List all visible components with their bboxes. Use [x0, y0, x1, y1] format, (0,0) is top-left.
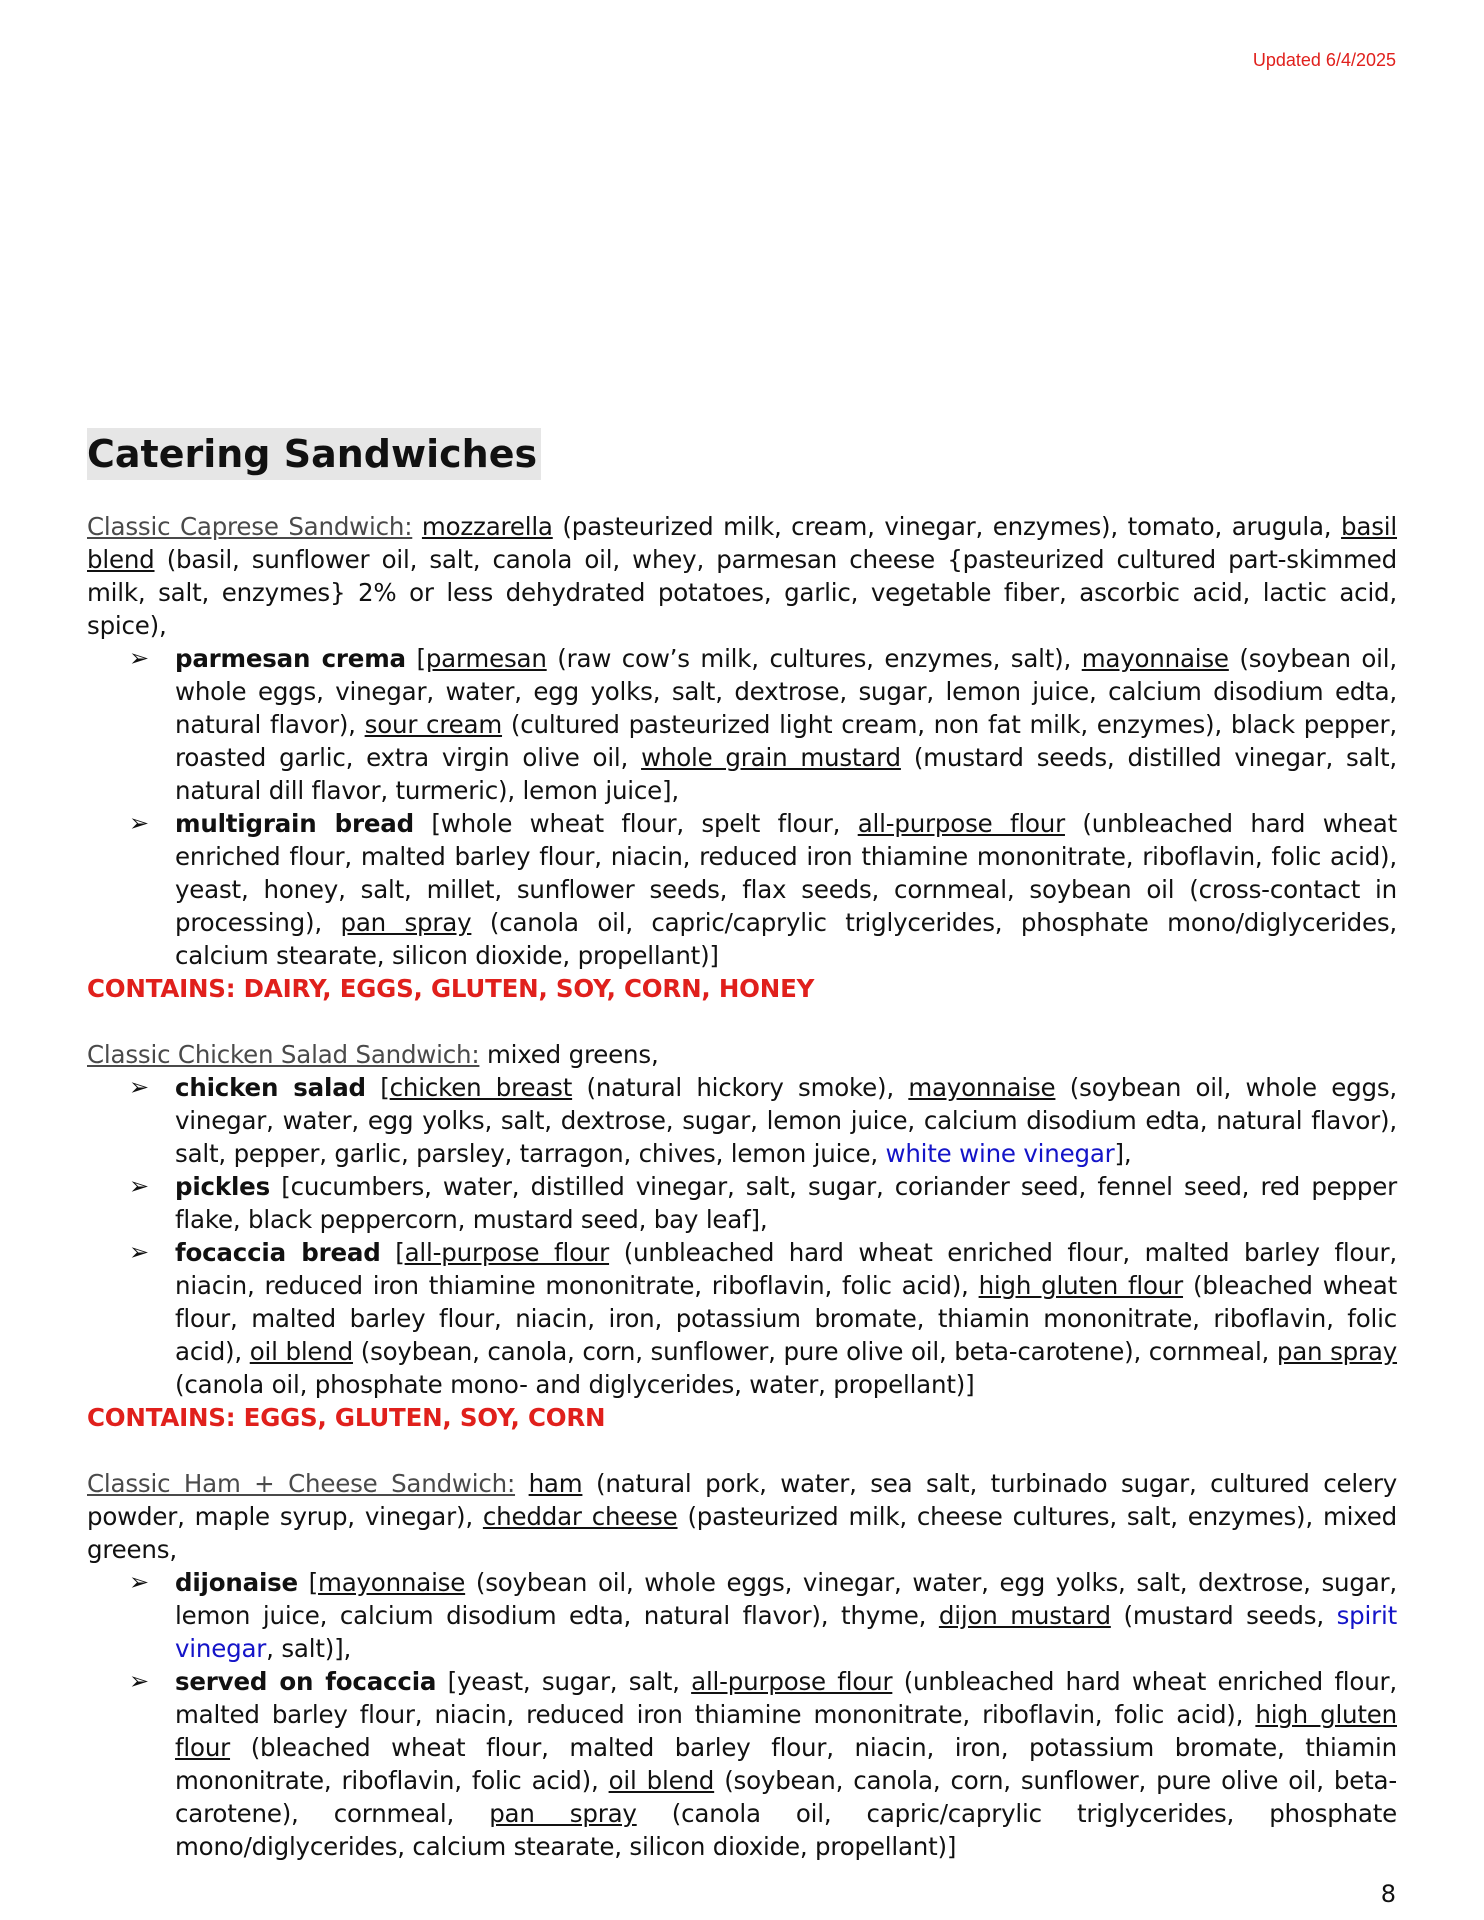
- ingredient-link: cheddar cheese: [482, 1502, 678, 1531]
- ingredient-link: all-purpose flour: [404, 1238, 610, 1267]
- arrow-bullet-icon: ➢: [129, 1172, 149, 1200]
- component-text: (canola oil, capric/caprylic triglycerides, phosphate mono/diglycerides, calcium stearate, silicon dioxide, propellant)]: [175, 908, 1397, 970]
- arrow-bullet-icon: ➢: [129, 1073, 149, 1101]
- component-text: (soybean oil, whole eggs, vinegar, water, egg yolks, salt, dextrose, sugar, lemon juice, calcium disodium edta, natural flavor), salt, pepper, garlic, parsley, tarragon, chives, lemon juice,: [175, 1073, 1397, 1168]
- ingredient-link: sour cream: [364, 710, 503, 739]
- component-text: (soybean oil, whole eggs, vinegar, water, egg yolks, salt, dextrose, sugar, lemon juice, calcium disodium edta, natural flavor), thyme,: [175, 1568, 1397, 1630]
- component-text: (mustard seeds, distilled vinegar, salt, natural dill flavor, turmeric), lemon juice],: [175, 743, 1397, 805]
- ingredient-detail: (basil, sunflower oil, salt, canola oil, whey, parmesan cheese {pasteurized cultured part-skimmed milk, salt, enzymes} 2% or less dehydrated potatoes, garlic, vegetable fiber, ascorbic acid, lactic acid, spice),: [87, 545, 1397, 640]
- component-name: pickles: [175, 1172, 270, 1201]
- component-item: [129, 1071, 1397, 1170]
- ingredient-link: chicken breast: [389, 1073, 573, 1102]
- arrow-bullet-icon: ➢: [129, 809, 149, 837]
- component-text: ],: [1114, 1139, 1132, 1168]
- ingredient-link: pan spray: [340, 908, 472, 937]
- ingredient-link: pan spray: [1276, 1337, 1398, 1366]
- component-text: (raw cow’s milk, cultures, enzymes, salt),: [546, 644, 1082, 673]
- ingredient-link: oil blend: [249, 1337, 353, 1366]
- updated-date: Updated 6/4/2025: [1252, 50, 1396, 70]
- component-text: [: [365, 1073, 390, 1102]
- component-list: [87, 642, 1397, 972]
- component-name: served on focaccia: [175, 1667, 437, 1696]
- page-number: 8: [1380, 1880, 1396, 1908]
- ingredient-link: all-purpose flour: [691, 1667, 893, 1696]
- arrow-bullet-icon: ➢: [129, 1238, 149, 1266]
- ingredient-link: mayonnaise: [318, 1568, 466, 1597]
- component-text: (canola oil, phosphate mono- and diglycerides, water, propellant)]: [175, 1370, 975, 1399]
- highlighted-ingredient: spirit vinegar: [175, 1601, 1398, 1663]
- page-title: Catering Sandwiches: [87, 428, 541, 480]
- ingredient-link: oil blend: [608, 1766, 715, 1795]
- component-text: (cultured pasteurized light cream, non fat milk, enzymes), black pepper, roasted garlic, extra virgin olive oil,: [175, 710, 1397, 772]
- ingredient-link: mayonnaise: [1081, 644, 1229, 673]
- sandwich-name: Classic Ham + Cheese Sandwich:: [87, 1469, 516, 1498]
- component-text: , salt)],: [266, 1634, 352, 1663]
- component-text: (unbleached hard wheat enriched flour, malted barley flour, niacin, reduced iron thiamine mononitrate, riboflavin, folic acid),: [175, 1238, 1398, 1300]
- component-list: [87, 1566, 1397, 1863]
- component-text: [cucumbers, water, distilled vinegar, salt, sugar, coriander seed, fennel seed, red pepper flake, black peppercorn, mustard seed, bay leaf],: [175, 1172, 1397, 1234]
- component-text: [yeast, sugar, salt,: [436, 1667, 692, 1696]
- arrow-bullet-icon: ➢: [129, 644, 149, 672]
- component-name: parmesan crema: [175, 644, 406, 673]
- ingredient-link: all-purpose flour: [857, 809, 1065, 838]
- sandwich-lead: [87, 1467, 1397, 1566]
- component-name: chicken salad: [175, 1073, 366, 1102]
- component-item: [129, 1170, 1397, 1236]
- component-text: (bleached wheat flour, malted barley flour, niacin, iron, potassium bromate, thiamin mononitrate, riboflavin, folic acid),: [175, 1271, 1397, 1366]
- ingredient-detail: (natural pork, water, sea salt, turbinado sugar, cultured celery powder, maple syrup, vinegar),: [87, 1469, 1397, 1531]
- ingredient-detail: (pasteurized milk, cream, vinegar, enzymes), tomato, arugula,: [552, 512, 1342, 541]
- component-text: (unbleached hard wheat enriched flour, malted barley flour, niacin, reduced iron thiamine mononitrate, riboflavin, folic acid), yeast, honey, salt, millet, sunflower seeds, flax seeds, cornmeal, soybean oil (cross-contact in processing),: [175, 809, 1397, 937]
- ingredient-link: dijon mustard: [938, 1601, 1111, 1630]
- sandwich-lead: [87, 1038, 1397, 1071]
- component-text: (soybean, canola, corn, sunflower, pure olive oil, beta-carotene), cornmeal,: [175, 1766, 1397, 1828]
- sandwich-name: Classic Caprese Sandwich:: [87, 512, 413, 541]
- arrow-bullet-icon: ➢: [129, 1568, 149, 1596]
- component-text: [: [405, 644, 426, 673]
- highlighted-ingredient: white wine vinegar: [885, 1139, 1115, 1168]
- component-text: (natural hickory smoke),: [572, 1073, 909, 1102]
- sandwich-name: Classic Chicken Salad Sandwich:: [87, 1040, 480, 1069]
- component-text: (unbleached hard wheat enriched flour, malted barley flour, niacin, reduced iron thiamine mononitrate, riboflavin, folic acid),: [175, 1667, 1397, 1729]
- component-item: [129, 1236, 1398, 1401]
- component-item: [129, 642, 1397, 807]
- ingredient-link: high gluten flour: [175, 1700, 1397, 1762]
- component-text: (bleached wheat flour, malted barley flour, niacin, iron, potassium bromate, thiamin mononitrate, riboflavin, folic acid),: [175, 1733, 1397, 1795]
- ingredient-link: ham: [528, 1469, 583, 1498]
- sandwich-caprese: [87, 510, 1397, 1005]
- ingredient-link: parmesan: [425, 644, 547, 673]
- ingredient-link: mayonnaise: [908, 1073, 1056, 1102]
- component-text: (soybean oil, whole eggs, vinegar, water, egg yolks, salt, dextrose, sugar, lemon juice, calcium disodium edta, natural flavor),: [175, 644, 1397, 739]
- component-text: [: [297, 1568, 319, 1597]
- component-name: dijonaise: [175, 1568, 298, 1597]
- allergen-statement: CONTAINS: EGGS, GLUTEN, SOY, CORN: [87, 1403, 606, 1432]
- component-text: (soybean, canola, corn, sunflower, pure olive oil, beta-carotene), cornmeal,: [352, 1337, 1277, 1366]
- component-text: [whole wheat flour, spelt flour,: [413, 809, 858, 838]
- document-body: [87, 428, 1397, 1896]
- ingredient-detail: (pasteurized milk, cheese cultures, salt, enzymes), mixed greens,: [87, 1502, 1397, 1564]
- ingredient-link: high gluten flour: [978, 1271, 1184, 1300]
- component-list: [87, 1071, 1397, 1401]
- ingredient-link: basil blend: [87, 512, 1397, 574]
- ingredient-link: whole grain mustard: [641, 743, 901, 772]
- ingredient-detail: mixed greens,: [479, 1040, 659, 1069]
- ingredient-link: pan spray: [489, 1799, 637, 1828]
- arrow-bullet-icon: ➢: [129, 1667, 149, 1695]
- component-item: [129, 807, 1397, 972]
- sandwich-chicken-salad: [87, 1038, 1397, 1434]
- component-item: [129, 1566, 1398, 1665]
- component-text: (mustard seeds,: [1110, 1601, 1337, 1630]
- component-name: multigrain bread: [175, 809, 414, 838]
- component-name: focaccia bread: [175, 1238, 381, 1267]
- ingredient-link: mozzarella: [421, 512, 553, 541]
- allergen-statement: CONTAINS: DAIRY, EGGS, GLUTEN, SOY, CORN, HONEY: [87, 974, 815, 1003]
- component-text: (canola oil, capric/caprylic triglycerides, phosphate mono/diglycerides, calcium stearate, silicon dioxide, propellant)]: [175, 1799, 1398, 1861]
- sandwich-lead: [87, 510, 1397, 642]
- component-item: [129, 1665, 1398, 1863]
- component-text: [: [380, 1238, 405, 1267]
- sandwich-ham-cheese: [87, 1467, 1397, 1863]
